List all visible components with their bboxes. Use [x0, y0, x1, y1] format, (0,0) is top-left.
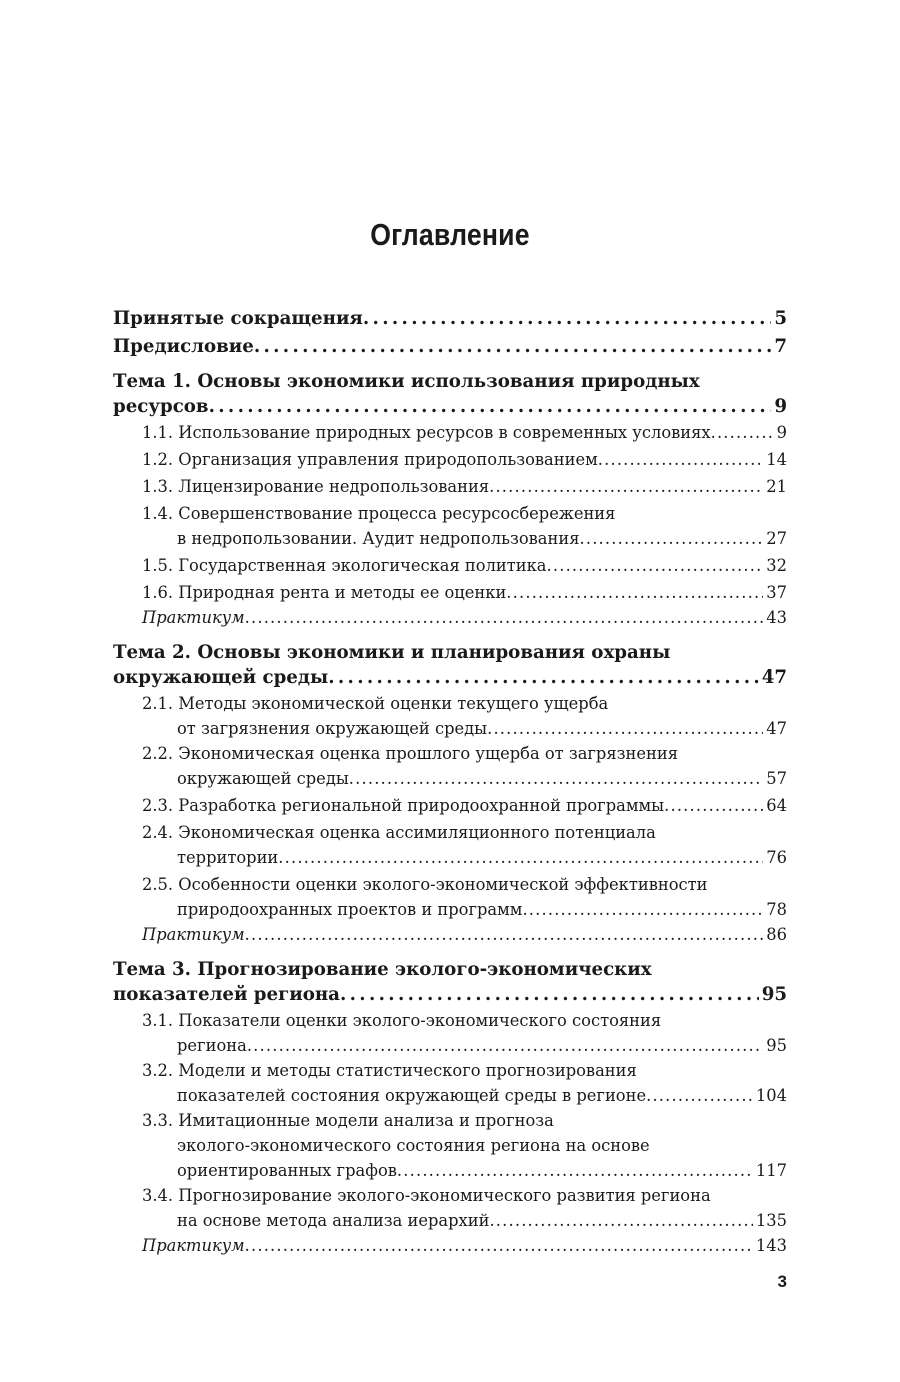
- toc-entry-page: 95: [761, 984, 787, 1005]
- toc-item-title: 2.1. Методы экономической оценки текущего ущерба: [142, 694, 609, 713]
- dot-leader: [245, 605, 764, 630]
- toc-item-page: 117: [755, 1161, 787, 1180]
- dot-leader: [209, 394, 772, 419]
- toc-item-title-cont: региона: [177, 1036, 247, 1055]
- toc-item-practicum-3[interactable]: [113, 1233, 787, 1258]
- toc-item-title-cont: показателей состояния окружающей среды в регионе: [177, 1086, 647, 1105]
- dot-leader: [580, 526, 764, 551]
- toc-item-page: 37: [766, 583, 787, 602]
- toc-item-1-4[interactable]: [113, 501, 787, 551]
- toc-item-page: 47: [766, 719, 787, 738]
- page-number: 3: [777, 1272, 787, 1291]
- toc-item-title: 1.3. Лицензирование недропользования: [142, 477, 490, 496]
- toc-item-page: 43: [766, 608, 787, 627]
- dot-leader: [598, 447, 764, 472]
- toc-item-title: 1.1. Использование природных ресурсов в современных условиях: [142, 423, 711, 442]
- dot-leader: [522, 897, 763, 922]
- toc-entry-page: 5: [774, 308, 787, 329]
- toc-item-2-1[interactable]: [113, 691, 787, 741]
- toc-item-title: 2.4. Экономическая оценка ассимиляционного потенциала: [142, 823, 656, 842]
- toc-item-title-cont: окружающей среды: [177, 769, 349, 788]
- dot-leader: [646, 1083, 753, 1108]
- toc-item-practicum-2[interactable]: [113, 922, 787, 947]
- toc-item-title-cont: эколого-экономического состояния региона на основе: [177, 1136, 650, 1155]
- toc-item-3-2[interactable]: [113, 1058, 787, 1108]
- toc-item-title: 3.3. Имитационные модели анализа и прогноза: [142, 1111, 554, 1130]
- toc-item-3-4[interactable]: [113, 1183, 787, 1233]
- toc-item-title: 2.5. Особенности оценки эколого-экономической эффективности: [142, 875, 708, 894]
- toc-item-2-3[interactable]: [113, 793, 787, 818]
- toc-item-title: 1.5. Государственная экологическая политика: [142, 556, 547, 575]
- toc-topic-title: Тема 1. Основы экономики использования природных: [113, 371, 700, 392]
- toc-item-title: 1.4. Совершенствование процесса ресурсосбережения: [142, 504, 616, 523]
- toc-item-page: 64: [766, 796, 787, 815]
- toc-item-page: 14: [766, 450, 787, 469]
- dot-leader: [349, 766, 763, 791]
- toc-item-1-3[interactable]: [113, 474, 787, 499]
- toc-entry-title: Принятые сокращения: [113, 308, 363, 329]
- toc-item-title: 2.3. Разработка региональной природоохранной программы: [142, 796, 665, 815]
- toc-topic-1[interactable]: [113, 369, 787, 419]
- toc-item-page: 21: [766, 477, 787, 496]
- toc-item-title-cont: в недропользовании. Аудит недропользования: [177, 529, 580, 548]
- toc-item-practicum-1[interactable]: [113, 605, 787, 630]
- toc-item-1-6[interactable]: [113, 580, 787, 605]
- toc-item-title: 3.2. Модели и методы статистического прогнозирования: [142, 1061, 637, 1080]
- dot-leader: [363, 306, 771, 331]
- toc-item-2-5[interactable]: [113, 872, 787, 922]
- dot-leader: [489, 1208, 752, 1233]
- toc-item-title: 1.2. Организация управления природопользованием: [142, 450, 598, 469]
- toc-item-1-2[interactable]: [113, 447, 787, 472]
- toc-item-title-cont: территории: [177, 848, 279, 867]
- toc-item-title: 3.4. Прогнозирование эколого-экономического развития региона: [142, 1186, 711, 1205]
- toc-item-page: 135: [755, 1211, 787, 1230]
- toc-item-page: 57: [766, 769, 787, 788]
- toc-item-title-cont: на основе метода анализа иерархий: [177, 1211, 490, 1230]
- toc-item-title-cont: от загрязнения окружающей среды: [177, 719, 488, 738]
- toc-topic-2[interactable]: [113, 640, 787, 690]
- table-of-contents: [113, 306, 787, 1258]
- toc-item-page: 32: [766, 556, 787, 575]
- dot-leader: [397, 1158, 753, 1183]
- toc-entry-page: 47: [761, 667, 787, 688]
- toc-entry-preface[interactable]: [113, 334, 787, 359]
- toc-topic-title-cont: окружающей среды: [113, 667, 329, 688]
- dot-leader: [664, 793, 763, 818]
- dot-leader: [506, 580, 763, 605]
- toc-item-page: 76: [766, 848, 787, 867]
- toc-topic-title-cont: ресурсов: [113, 396, 209, 417]
- toc-item-3-3[interactable]: [113, 1108, 787, 1183]
- toc-topic-3[interactable]: [113, 957, 787, 1007]
- toc-item-page: 9: [776, 423, 787, 442]
- dot-leader: [328, 665, 758, 690]
- toc-item-page: 95: [766, 1036, 787, 1055]
- toc-entry-page: 7: [774, 336, 787, 357]
- toc-entry-abbreviations[interactable]: [113, 306, 787, 331]
- toc-entry-title: Предисловие: [113, 336, 254, 357]
- toc-item-title: 1.6. Природная рента и методы ее оценки: [142, 583, 507, 602]
- toc-item-page: 78: [766, 900, 787, 919]
- toc-item-page: 143: [755, 1236, 787, 1255]
- toc-topic-title-cont: показателей региона: [113, 984, 340, 1005]
- toc-item-page: 27: [766, 529, 787, 548]
- dot-leader: [247, 1033, 763, 1058]
- toc-item-2-4[interactable]: [113, 820, 787, 870]
- toc-item-3-1[interactable]: [113, 1008, 787, 1058]
- toc-item-title: 3.1. Показатели оценки эколого-экономического состояния: [142, 1011, 662, 1030]
- toc-item-title-cont: ориентированных графов: [177, 1161, 397, 1180]
- dot-leader: [278, 845, 763, 870]
- dot-leader: [711, 420, 774, 445]
- toc-item-title-cont: природоохранных проектов и программ: [177, 900, 523, 919]
- toc-item-2-2[interactable]: [113, 741, 787, 791]
- toc-item-title: Практикум: [142, 1236, 245, 1255]
- toc-item-title: 2.2. Экономическая оценка прошлого ущерба от загрязнения: [142, 744, 678, 763]
- toc-entry-page: 9: [774, 396, 787, 417]
- dot-leader: [489, 474, 763, 499]
- dot-leader: [487, 716, 763, 741]
- toc-item-1-5[interactable]: [113, 553, 787, 578]
- toc-item-title: Практикум: [142, 925, 245, 944]
- page-title: Оглавление: [370, 217, 530, 252]
- toc-item-page: 86: [766, 925, 787, 944]
- toc-topic-title: Тема 3. Прогнозирование эколого-экономических: [113, 959, 652, 980]
- toc-item-1-1[interactable]: [113, 420, 787, 445]
- dot-leader: [245, 1233, 753, 1258]
- toc-item-title: Практикум: [142, 608, 245, 627]
- dot-leader: [254, 334, 772, 359]
- toc-item-page: 104: [755, 1086, 787, 1105]
- dot-leader: [245, 922, 764, 947]
- dot-leader: [547, 553, 764, 578]
- dot-leader: [340, 982, 759, 1007]
- toc-topic-title: Тема 2. Основы экономики и планирования охраны: [113, 642, 671, 663]
